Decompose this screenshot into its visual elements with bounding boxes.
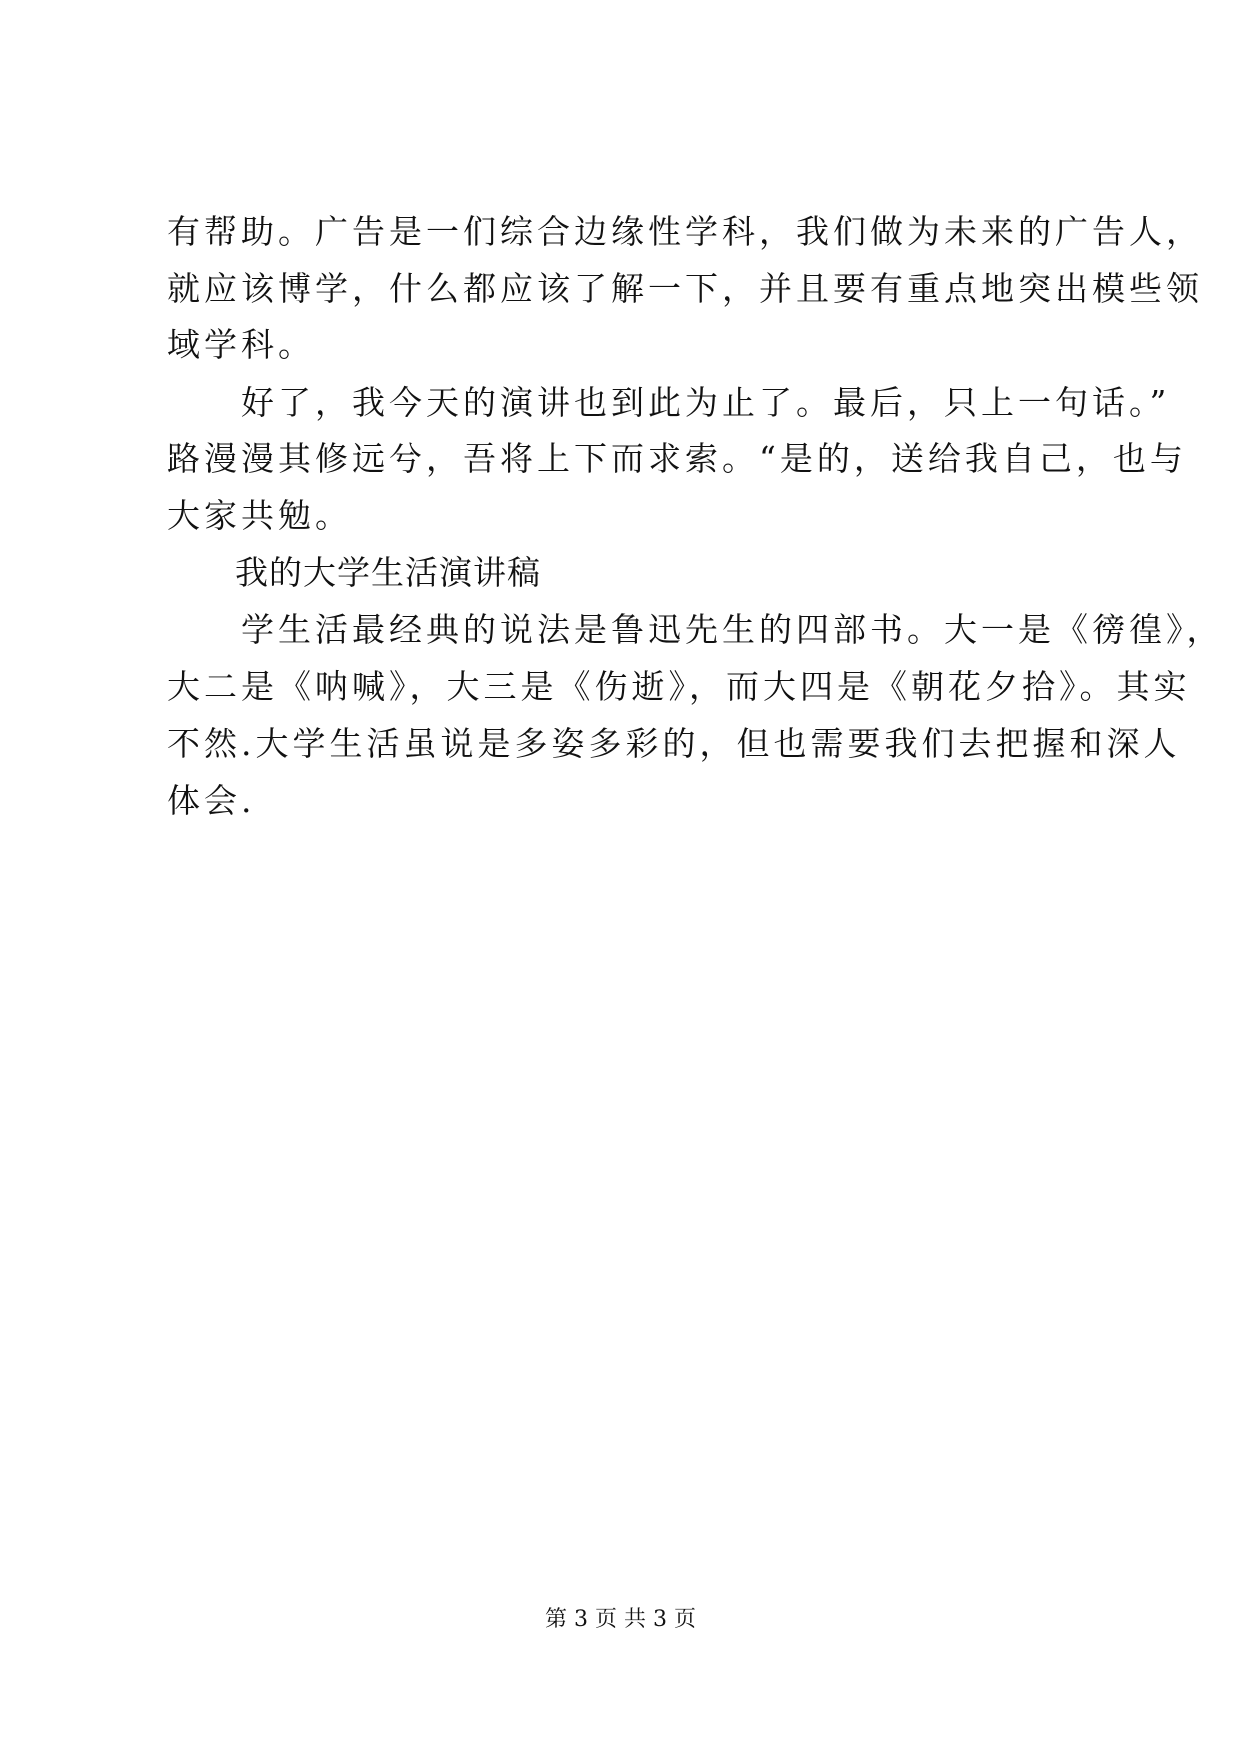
body-line: 就应该博学，什么都应该了解一下，并且要有重点地突出模些领 [167,269,1203,308]
body-line: 域学科。 [167,325,315,364]
body-line: 体会. [167,781,256,820]
body-line: 有帮助。广告是一们综合边缘性学科，我们做为未来的广告人， [167,212,1203,251]
body-line: 大二是《呐喊》，大三是《伤逝》，而大四是《朝花夕拾》。其实 [167,667,1191,706]
body-line: 路漫漫其修远兮，吾将上下而求索。“是的，送给我自己，也与 [167,439,1187,478]
page-number-footer: 第 3 页 共 3 页 [545,1607,696,1632]
body-line: 大家共勉。 [167,496,352,535]
body-line: 学生活最经典的说法是鲁迅先生的四部书。大一是《徬徨》， [167,610,1224,649]
body-line: 好了，我今天的演讲也到此为止了。最后，只上一句话。” [167,383,1171,422]
body-line: 不然.大学生活虽说是多姿多彩的，但也需要我们去把握和深人 [167,724,1181,763]
section-heading: 我的大学生活演讲稿 [167,553,541,592]
